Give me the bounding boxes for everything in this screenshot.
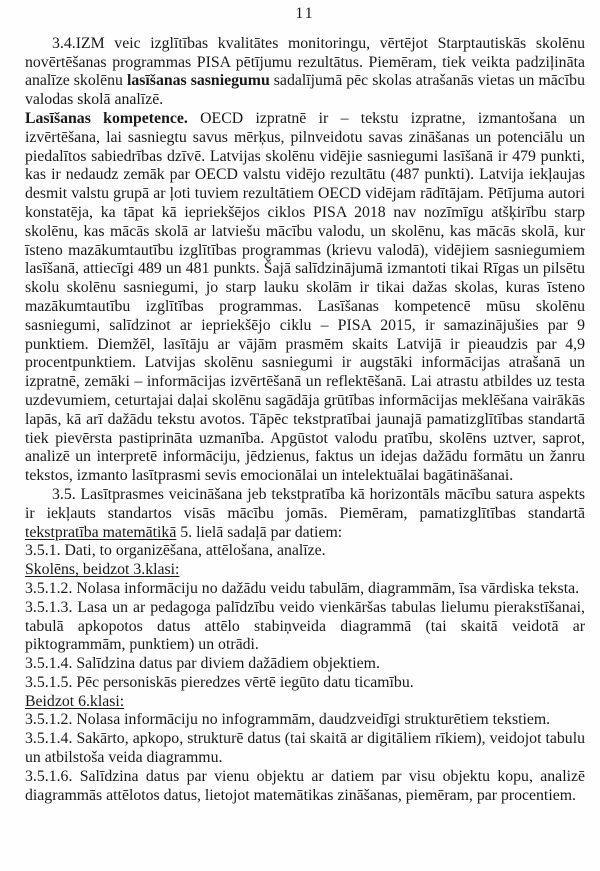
- text-run: sadalījumā pēc skolas atrašanās vietas un mācību valodas skolā analīzē.: [25, 72, 585, 109]
- paragraph-3-5: [25, 486, 585, 542]
- paragraph-reading-competence: [25, 110, 585, 486]
- list-item-3-5-1-2-grade6: 3.5.1.2. Nolasa informāciju no infogrammām, daudzveidīgi strukturētiem tekstiem.: [25, 711, 551, 729]
- text-run: 5. lielā sadaļā par datiem:: [176, 523, 343, 541]
- paragraph-3-4-intro: [25, 35, 585, 110]
- text-run: OECD izpratnē ir – tekstu izpratne, izmantošana un izvērtēšana, lai sasniegtu savus mērķus, pilnveidotu savas zināšanas un potenciālu un piedalītos sabiedrības dzīvē. Latvijas skolēnu vidējie sasniegumi lasīšanā ir 479 punkti, kas ir nedaudz zemāk par OECD valstu vidējo rezultātu (487 punkti). Latvija iekļaujas desmit valstu grupā ar ļoti tuviem rezultātiem OECD vidējam rādītājam. Pētījuma autori konstatēja, ka tāpat kā iepriekšējos ciklos PISA 2018 nav nozīmīgu atšķirību starp skolēnu, kas mācās skolā ar latviešu mācību valodu, un skolēnu, kas mācās skolā, kur īsteno mazākumtautību izglītības programmas (krievu valodā), vidējiem sasniegumiem lasīšanā, attiecīgi 489 un 481 punkts. Šajā salīdzinājumā izmantoti tikai Rīgas un pilsētu skolu skolēnu sasniegumi, jo starp lauku skolām ir tikai dažas skolas, kuras īsteno mazākumtautību izglītības programmas. Lasīšanas kompetencē mūsu skolēnu sasniegumi, salīdzinot ar iepriekšējo ciklu – PISA 2015, ir samazinājušies par 9 punktiem. Diemžēl, lasītāju ar vājām prasmēm skaits Latvijā ir pieaudzis par 4,9 procentpunktiem. Latvijas skolēnu sasniegumi ir augstāki informācijas atrašanā un izpratnē, zemāki – informācijas izvērtēšanā un reflektēšanā. Lai atrastu atbildes uz testa uzdevumiem, ceturtajai daļai skolēnu sagādāja grūtības informācijas meklēšana vairākās lapās, kā arī dažādu tekstu avotos. Tāpēc tekstpratībai jaunajā pamatizglītības standartā tiek pievērsta pastiprināta uzmanība. Apgūstot valodu pratību, skolēns uztver, saprot, analizē un interpretē informāciju, jēdzienus, faktus un idejas dažādu formātu un žanru tekstos, izmanto lasītprasmi sevis emocionālai un intelektuālai bagātināšanai.: [25, 109, 585, 485]
- list-item-3-5-1: 3.5.1. Dati, to organizēšana, attēlošana, analīze.: [25, 542, 326, 560]
- text-run: 3.4.IZM veic izglītības kvalitātes monitoringu, vērtējot Starptautiskās skolēnu novērtēšanas programmas PISA pētījumu rezultātus. Piemēram, tiek veikta padziļināta analīze skolēnu: [25, 34, 585, 90]
- text-run: 3.5. Lasītprasmes veicināšana jeb tekstpratība kā horizontāls mācību satura aspekts ir iekļauts standartos visās mācību jomās. Piemēram, pamatizglītības standartā: [25, 485, 585, 522]
- bold-reading-achievements: lasīšanas sasniegumu: [126, 72, 270, 90]
- list-item-3-5-1-5: 3.5.1.5. Pēc personiskās pieredzes vērtē iegūto datu ticamību.: [25, 673, 414, 691]
- underline-heading-grade-3: Skolēns, beidzot 3.klasi:: [25, 561, 180, 579]
- heading-end-of-grade-3: [25, 561, 585, 580]
- list-item-3-5-1-4-grade3: 3.5.1.4. Salīdzina datus par diviem dažādiem objektiem.: [25, 655, 380, 673]
- underline-heading-grade-6: Beidzot 6.klasi:: [25, 692, 125, 710]
- page-number: 11: [295, 5, 315, 22]
- list-item-3-5-1-2-grade3: 3.5.1.2. Nolasa informāciju no dažādu veidu tabulām, diagrammām, īsa vārdiska teksta.: [25, 579, 580, 597]
- list-item-3-5-1-3: 3.5.1.3. Lasa un ar pedagoga palīdzību veido vienkāršas tabulas lielumu pierakstīšanai, tabulā apkopotos datus attēlo stabiņveida diagrammā (tai skaitā veidotā ar piktogrammām, punktiem) un otrādi.: [25, 598, 585, 654]
- list-item-3-5-1-6: 3.5.1.6. Salīdzina datus par vienu objektu ar datiem par visu objektu kopu, analizē diagrammās attēlotos datus, lietojot matemātikas zināšanas, piemēram, par procentiem.: [25, 767, 585, 804]
- list-item-3-5-1-4-grade6: 3.5.1.4. Sakārto, apkopo, strukturē datus (tai skaitā ar digitāliem rīkiem), veidojot tabulu un atbilstoša veida diagrammu.: [25, 730, 585, 767]
- bold-lead-reading-competence: Lasīšanas kompetence.: [25, 109, 188, 127]
- underline-textliteracy-math: tekstpratība matemātikā: [25, 523, 177, 541]
- heading-end-of-grade-6: [25, 693, 585, 712]
